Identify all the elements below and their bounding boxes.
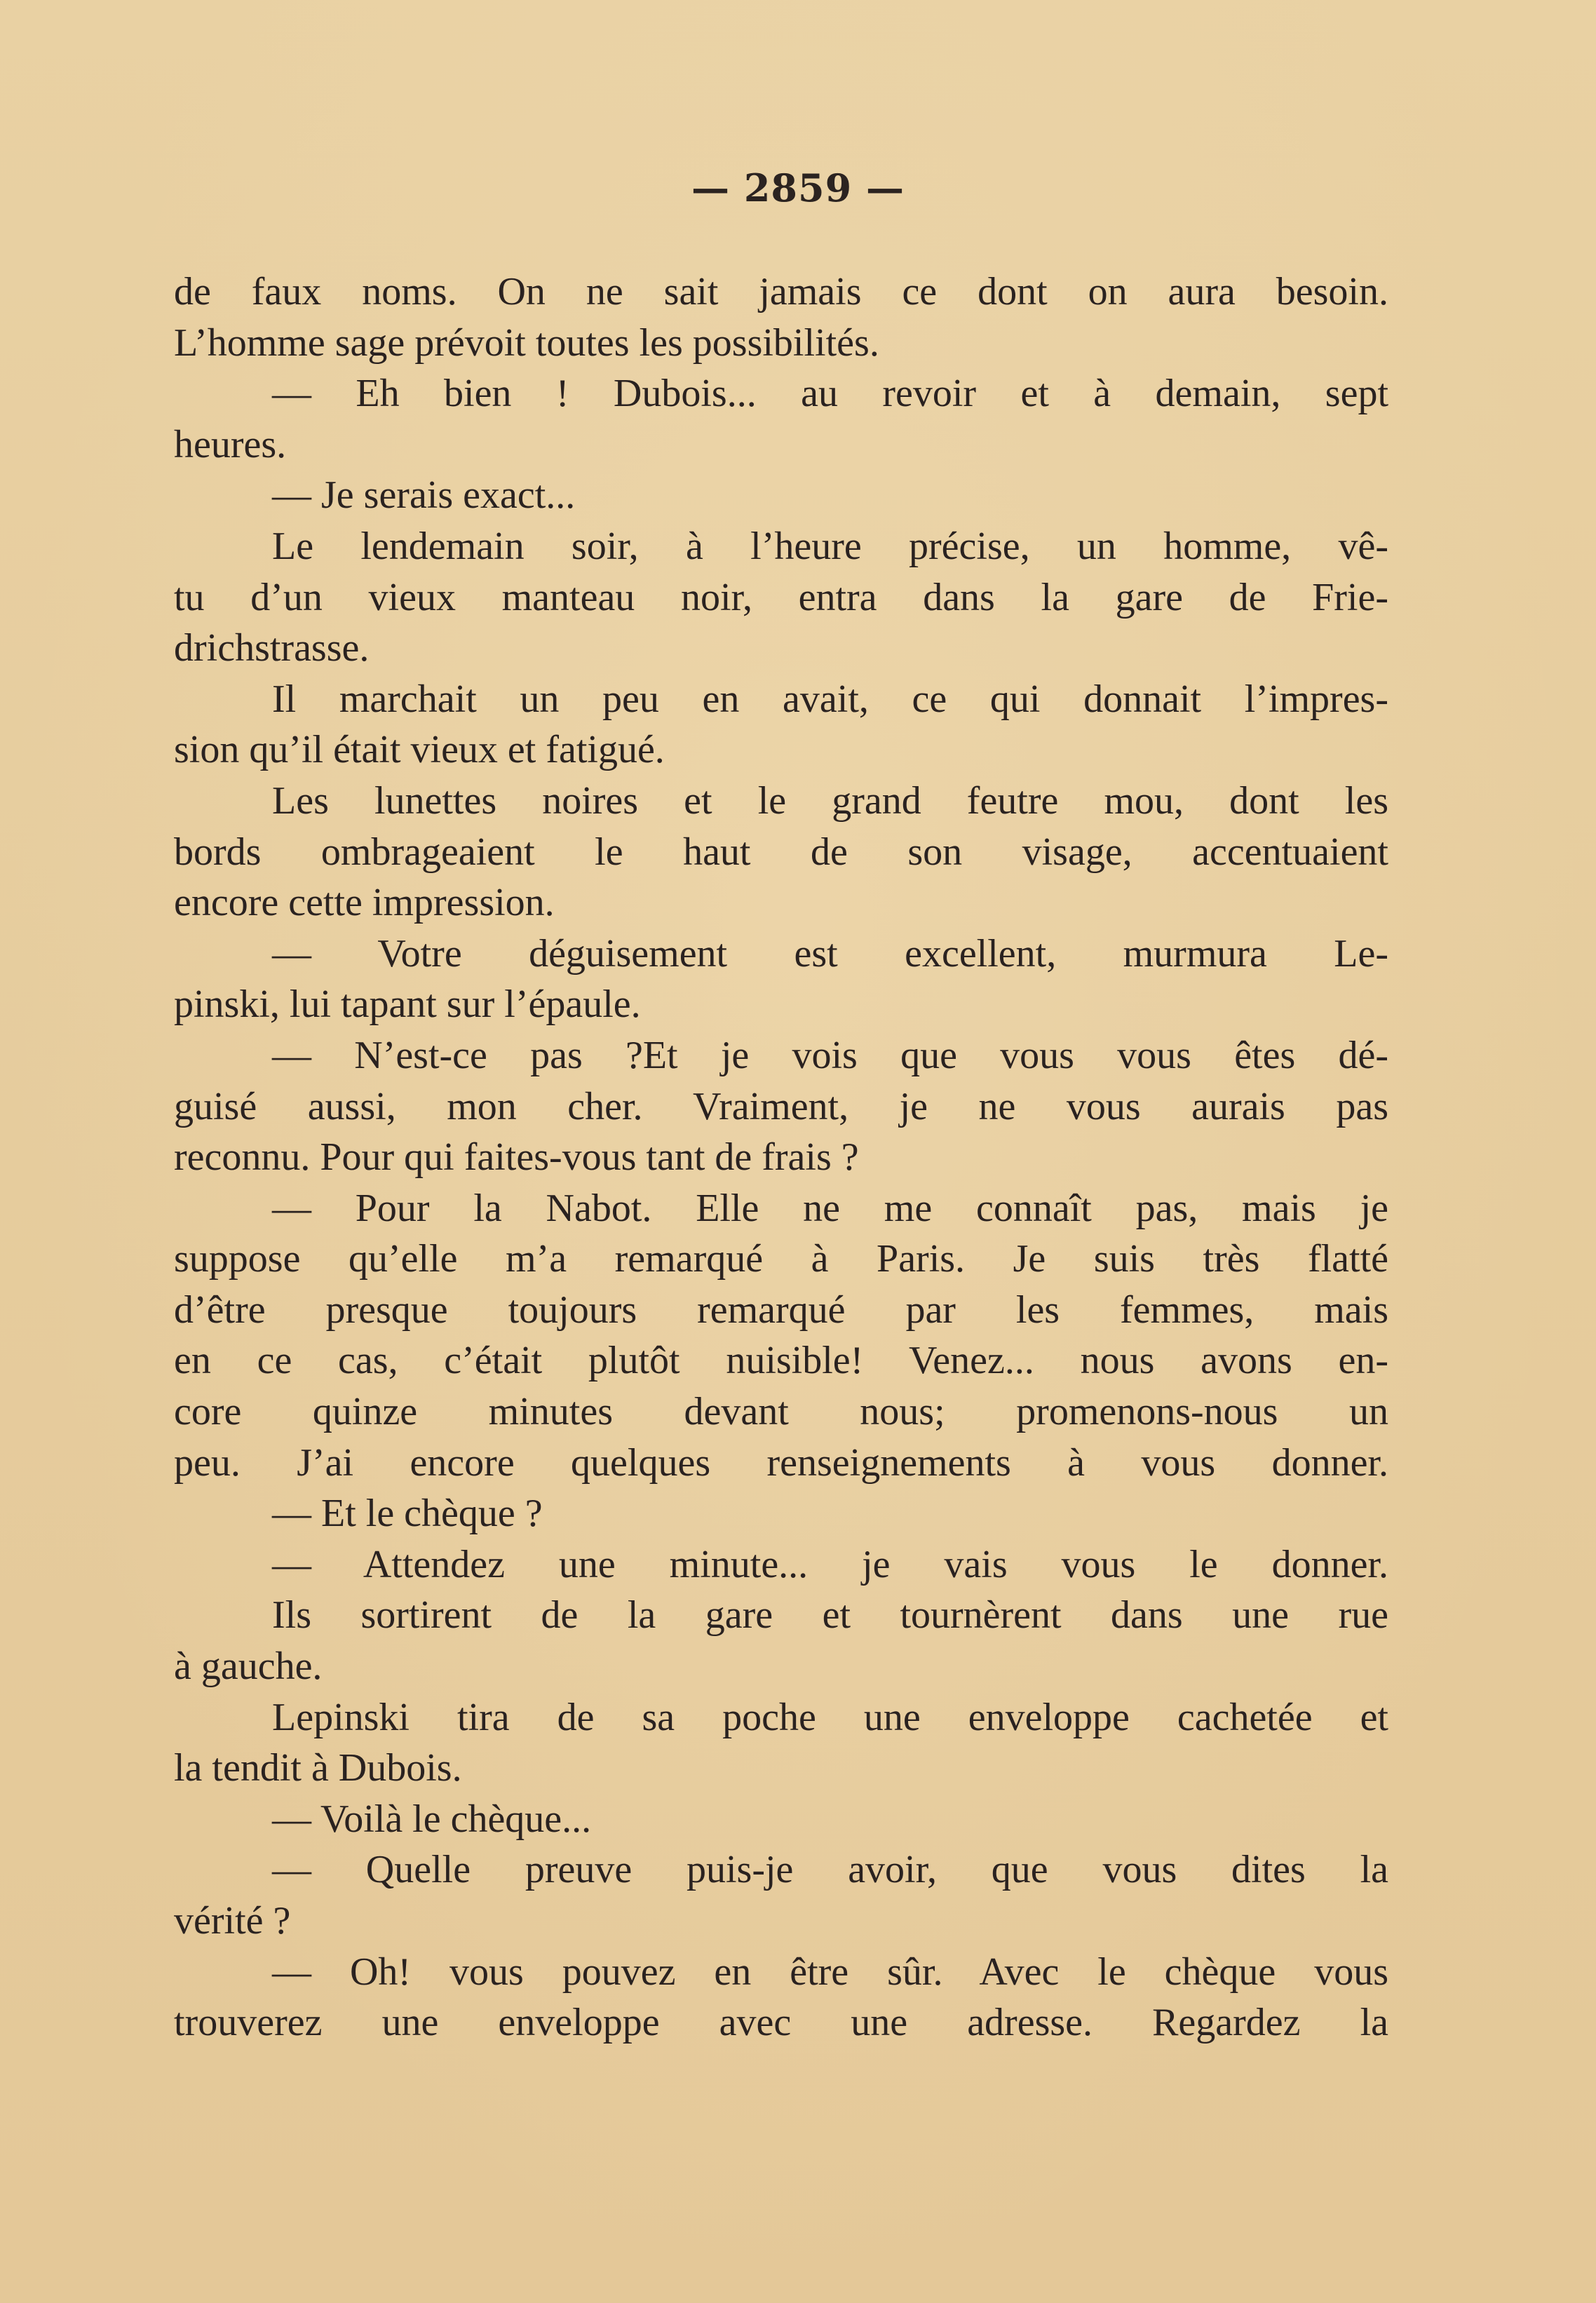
text-line: peu. J’ai encore quelques renseignements à vous donner.	[174, 1440, 1388, 1485]
text-line: à gauche.	[174, 1644, 323, 1689]
text-line: suppose qu’elle m’a remarqué à Paris. Je suis très flatté	[174, 1237, 1388, 1281]
text-line: — Attendez une minute... je vais vous le donner.	[272, 1542, 1388, 1586]
text-line: Ils sortirent de la gare et tournèrent dans une rue	[272, 1593, 1388, 1637]
text-line: encore cette impression.	[174, 881, 555, 925]
text-line: drichstrasse.	[174, 626, 370, 670]
text-line: — Quelle preuve puis-je avoir, que vous dites la	[272, 1848, 1388, 1892]
text-line: — Je serais exact...	[272, 473, 576, 518]
text-line: bords ombrageaient le haut de son visage, accentuaient	[174, 830, 1388, 874]
text-line: sion qu’il était vieux et fatigué.	[174, 728, 665, 772]
text-line: — Oh! vous pouvez en être sûr. Avec le chèque vous	[272, 1950, 1388, 1994]
text-line: d’être presque toujours remarqué par les femmes, mais	[174, 1288, 1388, 1332]
text-line: tu d’un vieux manteau noir, entra dans la gare de Frie-	[174, 575, 1388, 619]
text-line: Les lunettes noires et le grand feutre mou, dont les	[272, 778, 1388, 823]
text-line: core quinze minutes devant nous; promenons-nous un	[174, 1390, 1388, 1434]
text-line: — N’est-ce pas ?Et je vois que vous vous êtes dé-	[272, 1033, 1388, 1077]
text-line: — Voilà le chèque...	[272, 1797, 592, 1841]
text-line: — Votre déguisement est excellent, murmura Le-	[272, 931, 1388, 975]
text-line: guisé aussi, mon cher. Vraiment, je ne vous aurais pas	[174, 1084, 1388, 1128]
text-line: — Et le chèque ?	[272, 1492, 543, 1536]
text-line: pinski, lui tapant sur l’épaule.	[174, 982, 641, 1027]
text-line: vérité ?	[174, 1899, 291, 1943]
text-line: Il marchait un peu en avait, ce qui donnait l’impres-	[272, 677, 1388, 721]
text-line: heures.	[174, 422, 287, 466]
text-line: trouverez une enveloppe avec une adresse. Regardez la	[174, 2001, 1388, 2045]
text-line: — Pour la Nabot. Elle ne me connaît pas, mais je	[272, 1186, 1388, 1230]
text-line: en ce cas, c’était plutôt nuisible! Venez... nous avons en-	[174, 1339, 1388, 1383]
text-line: Le lendemain soir, à l’heure précise, un homme, vê-	[272, 524, 1388, 568]
text-line: L’homme sage prévoit toutes les possibilités.	[174, 320, 879, 365]
text-line: Lepinski tira de sa poche une enveloppe cachetée et	[272, 1695, 1388, 1739]
body-text	[174, 266, 1388, 2048]
text-line: reconnu. Pour qui faites-vous tant de frais ?	[174, 1135, 859, 1180]
text-line: la tendit à Dubois.	[174, 1746, 462, 1790]
text-line: — Eh bien ! Dubois... au revoir et à demain, sept	[272, 372, 1388, 416]
page-number: — 2859 —	[691, 166, 905, 210]
text-line: de faux noms. On ne sait jamais ce dont on aura besoin.	[174, 270, 1388, 313]
